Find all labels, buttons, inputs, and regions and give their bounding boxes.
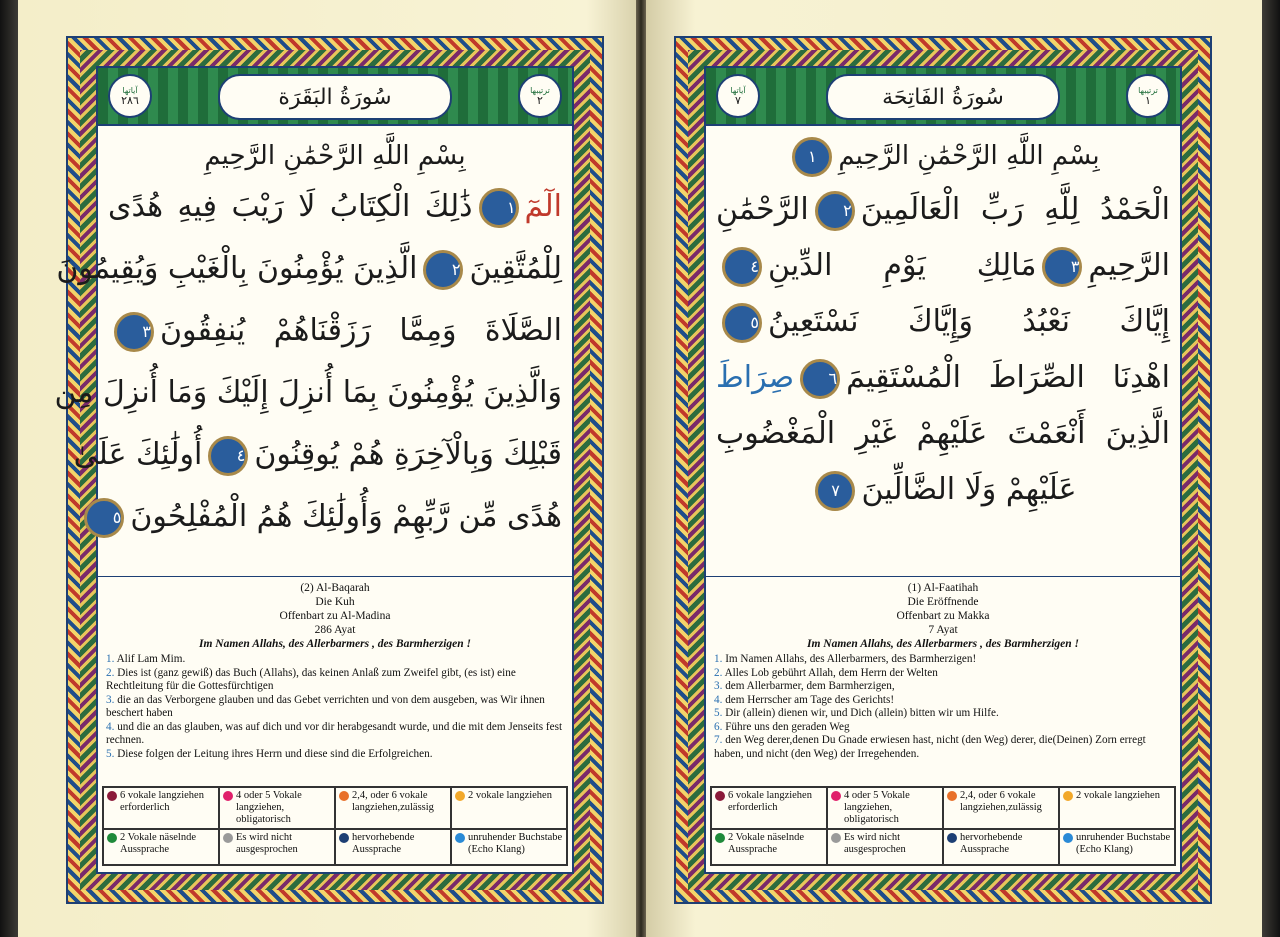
surah-header — [706, 68, 1180, 126]
arabic-line: هُدًى مِّن رَّبِّهِمْ وَأُولَٰئِكَ هُمُ الْمُفْلِحُونَ٥ — [108, 486, 562, 548]
legend-item: 2,4, oder 6 vokale langziehen,zulässig — [335, 787, 451, 829]
color-dot-icon — [1063, 833, 1073, 843]
color-dot-icon — [1063, 791, 1073, 801]
arabic-line: الرَّحِيمِ٣مَالِكِ يَوْمِ الدِّينِ٤ — [716, 238, 1170, 294]
medallion-label: ترتيبها — [530, 86, 550, 95]
color-dot-icon — [715, 833, 725, 843]
surah-meaning: Die Eröffnende — [907, 596, 979, 608]
color-dot-icon — [223, 791, 233, 801]
legend-item: Es wird nicht ausgesprochen — [827, 829, 943, 865]
ayah-count-medallion — [716, 74, 760, 118]
basmala: بِسْمِ اللَّهِ الرَّحْمَٰنِ الرَّحِيمِ — [204, 141, 466, 171]
revelation-place: Offenbart zu Al-Madina — [279, 610, 391, 622]
medallion-label: ترتيبها — [1138, 86, 1158, 95]
arabic-line: اهْدِنَا الصِّرَاطَ الْمُسْتَقِيمَ٦صِرَاطَ — [716, 350, 1170, 406]
legend-item: 6 vokale langziehen erforderlich — [711, 787, 827, 829]
color-dot-icon — [223, 833, 233, 843]
legend-item: hervorhebende Aussprache — [335, 829, 451, 865]
arabic-line: الٓمٓ١ذَٰلِكَ الْكِتَابُ لَا رَيْبَ فِيهِ هُدًى — [108, 176, 562, 238]
ornament-band — [688, 50, 1198, 890]
verse-translation: 7. den Weg derer,denen Du Gnade erwiesen hast, nicht (den Weg) derer, die(Deinen) Zorn erregt haben, und nicht (den Weg) der Irregehenden. — [714, 734, 1146, 760]
medallion-label: آياتها — [122, 86, 138, 95]
arabic-line: لِلْمُتَّقِينَ٢الَّذِينَ يُؤْمِنُونَ بِالْغَيْبِ وَيُقِيمُونَ — [108, 238, 562, 300]
legend-item: Es wird nicht ausgesprochen — [219, 829, 335, 865]
arabic-line: الَّذِينَ أَنْعَمْتَ عَلَيْهِمْ غَيْرِ الْمَغْضُوبِ — [716, 416, 1170, 451]
medallion-number: ٢٨٦ — [121, 94, 139, 107]
arabic-line: قَبْلِكَ وَبِالْآخِرَةِ هُمْ يُوقِنُونَ٤أُولَٰئِكَ عَلَىٰ — [108, 424, 562, 486]
color-dot-icon — [339, 833, 349, 843]
arabic-text — [716, 130, 1170, 510]
legend-item: 4 oder 5 Vokale langziehen, obligatorisch — [219, 787, 335, 829]
ayah-marker: ١ — [792, 137, 832, 177]
left-page-border — [54, 36, 604, 904]
ayah-count-medallion — [108, 74, 152, 118]
revelation-place: Offenbart zu Makka — [896, 610, 990, 622]
surah-info — [706, 581, 1180, 651]
medallion-number: ٧ — [735, 94, 741, 107]
surah-name: (1) Al-Faatihah — [907, 582, 979, 594]
invocation: Im Namen Allahs, des Allerbarmers , des Barmherzigen ! — [199, 638, 471, 650]
ayah-marker: ٣ — [114, 312, 154, 352]
color-dot-icon — [339, 791, 349, 801]
book-edge-right — [1262, 0, 1280, 937]
surah-order-medallion — [1126, 74, 1170, 118]
right-page-border — [674, 36, 1212, 904]
verse-translation: 5. Dir (allein) dienen wir, und Dich (allein) bitten wir um Hilfe. — [714, 707, 999, 719]
legend-item: unruhender Buchstabe (Echo Klang) — [451, 829, 567, 865]
surah-order-medallion — [518, 74, 562, 118]
legend-item: 2 vokale langziehen — [1059, 787, 1175, 829]
ayah-marker: ٢ — [423, 250, 463, 290]
surah-info — [98, 581, 572, 651]
verse-translation: 3. die an das Verborgene glauben und das Gebet verrichten und von dem ausgeben, was Wir ihnen beschert haben — [106, 693, 545, 719]
book-edge-left — [0, 0, 18, 937]
verse-translation: 2. Alles Lob gebührt Allah, dem Herrn der Welten — [714, 666, 938, 679]
translation-panel — [706, 576, 1180, 872]
ayah-marker: ٧ — [815, 471, 855, 511]
ayah-marker: ٣ — [1042, 247, 1082, 287]
ornament-band — [54, 50, 590, 890]
translation-text — [98, 651, 572, 761]
legend-item: 2 vokale langziehen — [451, 787, 567, 829]
ayah-marker: ٥ — [84, 498, 124, 538]
ayah-marker: ٦ — [800, 359, 840, 399]
verse-translation: 1. Im Namen Allahs, des Allerbarmers, des Barmherzigen! — [714, 653, 977, 665]
legend-item: 2 Vokale näselnde Aussprache — [103, 829, 219, 865]
tajweed-legend — [710, 786, 1176, 866]
surah-header — [98, 68, 572, 126]
surah-title: سُورَةُ الفَاتِحَة — [826, 74, 1060, 120]
legend-item: 2 Vokale näselnde Aussprache — [711, 829, 827, 865]
surah-name: (2) Al-Baqarah — [300, 582, 370, 594]
color-dot-icon — [455, 791, 465, 801]
legend-item: hervorhebende Aussprache — [943, 829, 1059, 865]
surah-meaning: Die Kuh — [315, 596, 355, 608]
color-dot-icon — [831, 833, 841, 843]
translation-panel — [98, 576, 572, 872]
verse-translation: 6. Führe uns den geraden Weg — [714, 720, 850, 733]
book-spine — [636, 0, 646, 937]
invocation: Im Namen Allahs, des Allerbarmers , des Barmherzigen ! — [807, 638, 1079, 650]
arabic-line: إِيَّاكَ نَعْبُدُ وَإِيَّاكَ نَسْتَعِينُ٥ — [716, 294, 1170, 350]
arabic-line: وَالَّذِينَ يُؤْمِنُونَ بِمَا أُنزِلَ إِلَيْكَ وَمَا أُنزِلَ مِن — [54, 375, 562, 410]
left-page-content — [54, 66, 574, 874]
ayah-marker: ٢ — [815, 191, 855, 231]
color-dot-icon — [455, 833, 465, 843]
ayat-count: 7 Ayat — [928, 624, 958, 636]
arabic-line: الْحَمْدُ لِلَّهِ رَبِّ الْعَالَمِينَ٢الرَّحْمَٰنِ — [716, 182, 1170, 238]
color-dot-icon — [107, 791, 117, 801]
verse-translation: 4. und die an das glauben, was auf dich und vor dir herabgesandt wurde, und die mit dem Jenseits fest rechnen. — [106, 720, 563, 746]
ayah-marker: ١ — [479, 188, 519, 228]
verse-translation: 2. Dies ist (ganz gewiß) das Buch (Allahs), das keinen Anlaß zum Zweifel gibt, (es ist) eine Rechtleitung für die Gottesfürchtigen — [106, 666, 516, 692]
translation-text — [706, 651, 1180, 761]
color-dot-icon — [715, 791, 725, 801]
verse-translation: 5. Diese folgen der Leitung ihres Herrn und diese sind die Erfolgreichen. — [106, 747, 433, 760]
color-dot-icon — [947, 833, 957, 843]
color-dot-icon — [947, 791, 957, 801]
ayah-marker: ٤ — [722, 247, 762, 287]
legend-item: 2,4, oder 6 vokale langziehen,zulässig — [943, 787, 1059, 829]
ayat-count: 286 Ayat — [314, 624, 356, 636]
right-page-content — [704, 66, 1182, 874]
ayah-marker: ٥ — [722, 303, 762, 343]
legend-item: 4 oder 5 Vokale langziehen, obligatorisch — [827, 787, 943, 829]
arabic-line: الصَّلَاةَ وَمِمَّا رَزَقْنَاهُمْ يُنفِقُونَ٣ — [108, 300, 562, 362]
color-dot-icon — [107, 833, 117, 843]
ayah-marker: ٤ — [208, 436, 248, 476]
medallion-number: ٢ — [537, 94, 543, 107]
arabic-line: بِسْمِ اللَّهِ الرَّحْمَٰنِ الرَّحِيمِ١ — [716, 130, 1170, 182]
verse-translation: 4. dem Herrscher am Tage des Gerichts! — [714, 693, 895, 706]
legend-item: unruhender Buchstabe (Echo Klang) — [1059, 829, 1175, 865]
arabic-line: عَلَيْهِمْ وَلَا الضَّالِّينَ٧ — [716, 462, 1170, 518]
verse-translation: 1. Alif Lam Mim. — [106, 653, 186, 665]
tajweed-legend — [102, 786, 568, 866]
medallion-label: آياتها — [730, 86, 746, 95]
arabic-text — [54, 130, 562, 534]
verse-translation: 3. dem Allerbarmer, dem Barmherzigen, — [714, 680, 895, 692]
legend-item: 6 vokale langziehen erforderlich — [103, 787, 219, 829]
color-dot-icon — [831, 791, 841, 801]
surah-title: سُورَةُ البَقَرَة — [218, 74, 452, 120]
medallion-number: ١ — [1145, 94, 1151, 107]
